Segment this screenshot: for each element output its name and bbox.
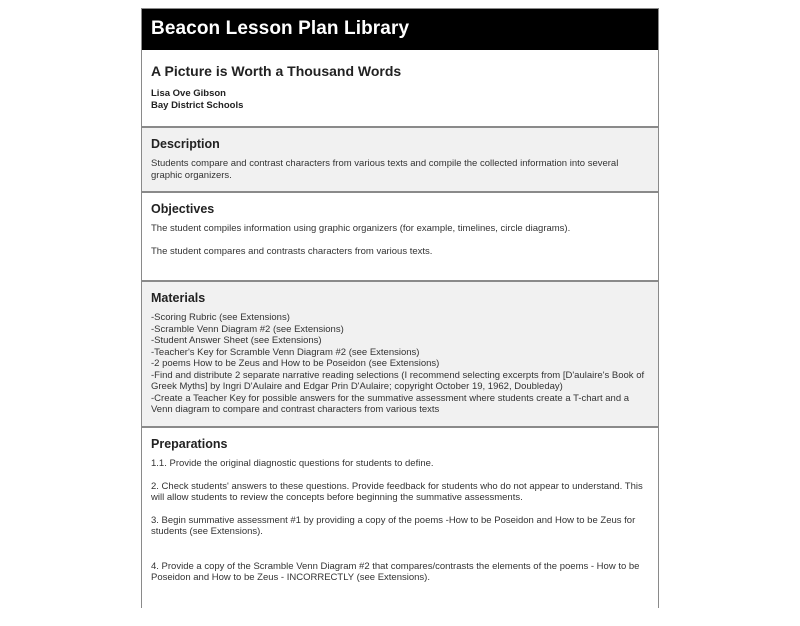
section-heading: Description (151, 137, 220, 151)
objective-item: The student compiles information using graphic organizers (for example, timelines, circle diagrams). (151, 223, 571, 234)
section-heading: Preparations (151, 437, 228, 451)
preparation-item: 4. Provide a copy of the Scramble Venn Diagram #2 that compares/contrasts the elements of the poems - How to be Poseidon and How to be Zeus - INCORRECTLY (see Extensions). (151, 560, 640, 583)
objective-item: The student compares and contrasts characters from various texts. (151, 245, 433, 257)
preparations-section (142, 426, 658, 626)
site-title: Beacon Lesson Plan Library (151, 18, 410, 39)
material-item: -Student Answer Sheet (see Extensions) (151, 335, 322, 346)
lesson-title: A Picture is Worth a Thousand Words (151, 63, 402, 79)
material-item: -Scoring Rubric (see Extensions) (151, 312, 290, 323)
material-item: -Scramble Venn Diagram #2 (see Extensions) (151, 323, 344, 335)
site-banner (142, 9, 658, 50)
section-heading: Objectives (151, 202, 215, 216)
section-heading: Materials (151, 291, 206, 305)
material-item: -Create a Teacher Key for possible answers for the summative assessment where students create a T-chart and a Venn diagram to compare and contrast characters from various texts (151, 392, 630, 415)
preparation-item: 3. Begin summative assessment #1 by providing a copy of the poems -How to be Poseidon and How to be Zeus for students (see Extensions). (151, 514, 636, 537)
description-section (142, 126, 658, 191)
material-item: -Find and distribute 2 separate narrative reading selections (I recommend selecting excerpts from [D'aulaire's Book of Greek Myths] by Ingri D'Aulaire and Edgar Prin D'Aulaire; copyright October 19, 1962, Doubleday) (151, 369, 645, 392)
materials-section (142, 280, 658, 426)
preparation-item: 1.1. Provide the original diagnostic questions for students to define. (151, 458, 434, 469)
material-item: -Teacher's Key for Scramble Venn Diagram #2 (see Extensions) (151, 346, 420, 358)
material-item: -2 poems How to be Zeus and How to be Poseidon (see Extensions) (151, 358, 440, 369)
materials-list (151, 312, 649, 416)
author-name: Lisa Ove Gibson (151, 88, 226, 99)
objectives-section (142, 191, 658, 280)
lesson-header (142, 50, 658, 126)
description-text: Students compare and contrast characters from various texts and compile the collected information into several graphic organizers. (151, 158, 619, 181)
lesson-plan-page (141, 8, 659, 608)
preparation-item: 2. Check students' answers to these questions. Provide feedback for students who do not appear to understand. This will allow students to review the concepts before beginning the summative assessments. (151, 480, 643, 503)
spacer (151, 549, 649, 561)
school-name: Bay District Schools (151, 100, 244, 111)
